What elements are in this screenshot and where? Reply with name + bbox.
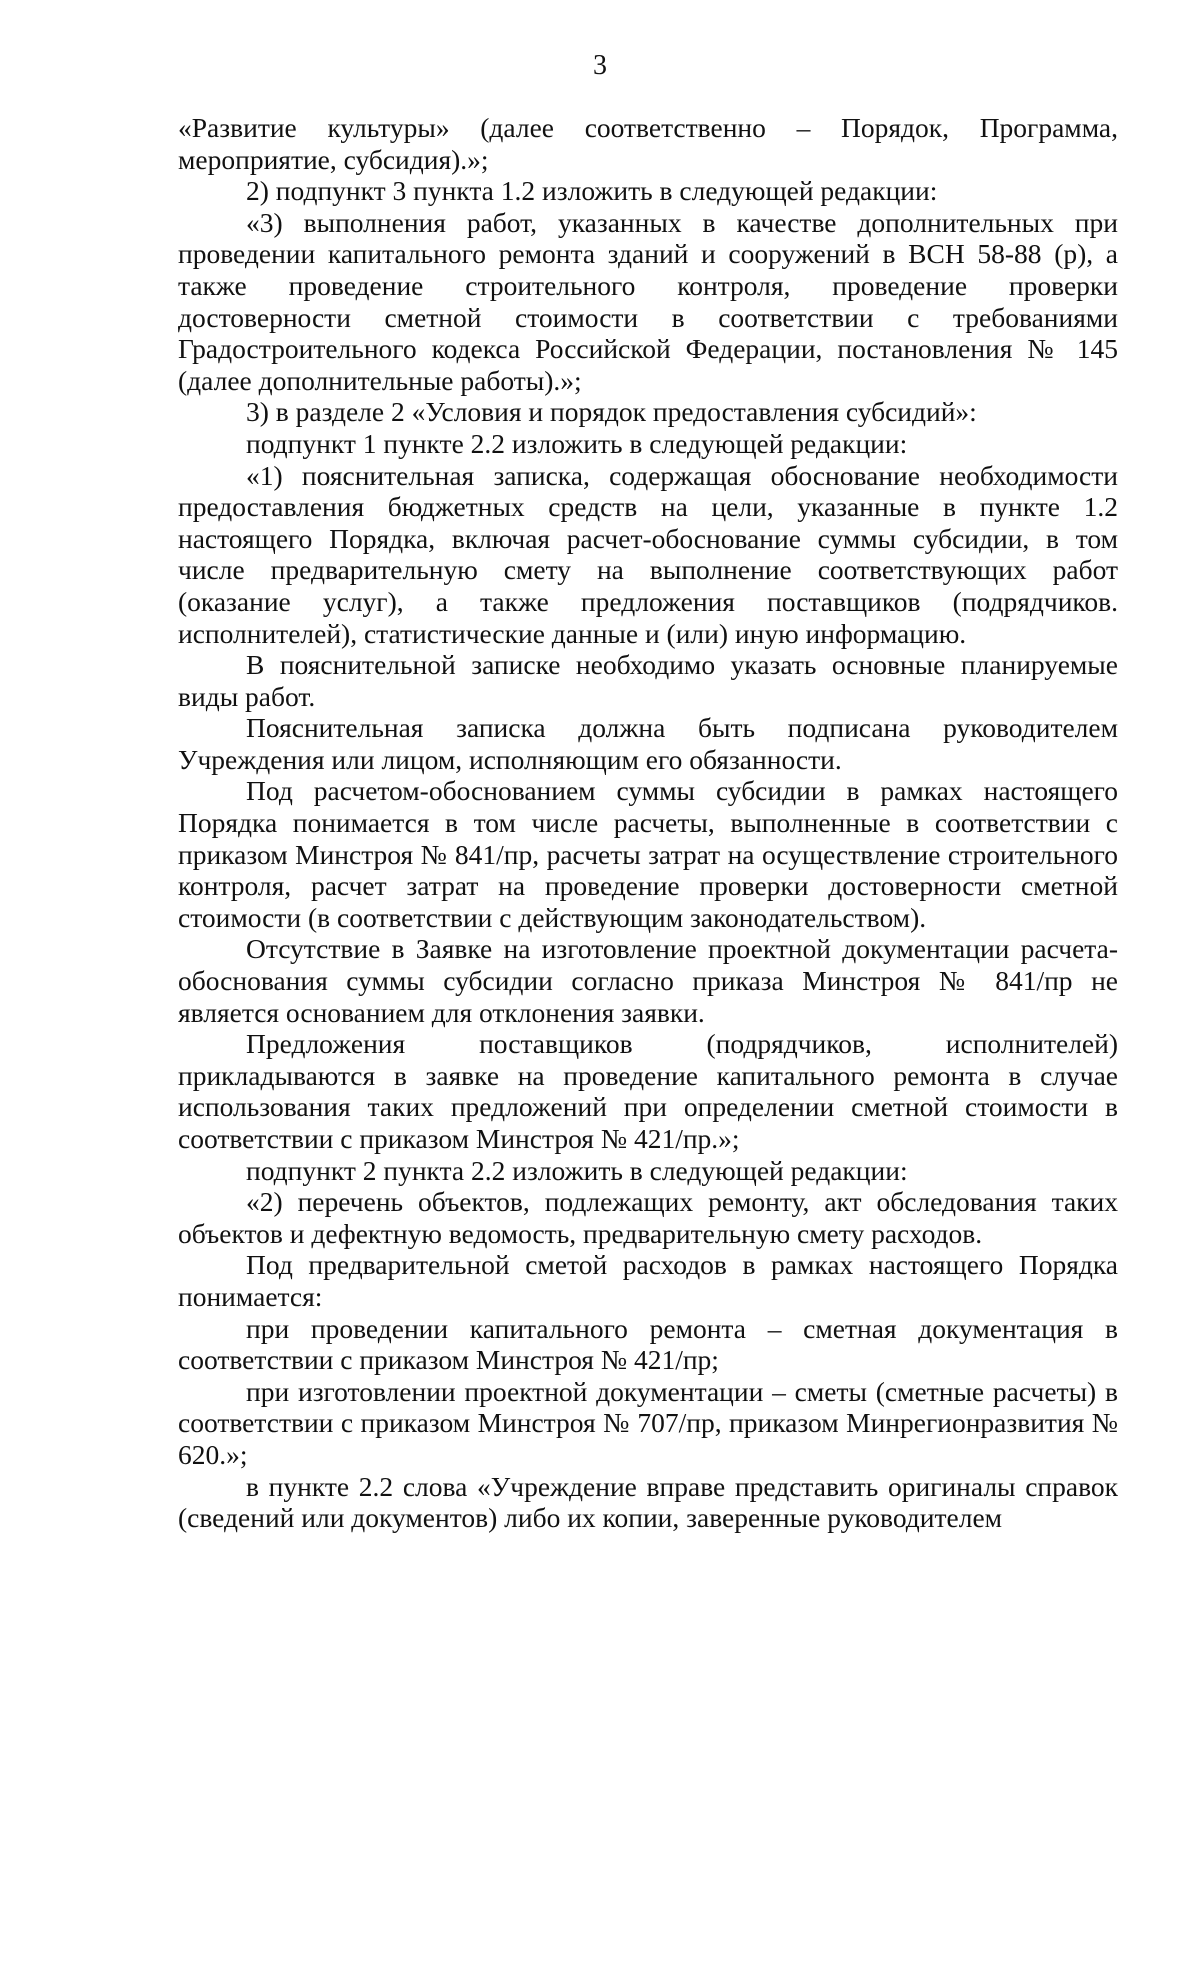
paragraph-7: В пояснительной записке необходимо указать основные планируемые виды работ. [178, 649, 1118, 712]
paragraph-12: подпункт 2 пункта 2.2 изложить в следующей редакции: [246, 1154, 908, 1186]
paragraph-13: «2) перечень объектов, подлежащих ремонту, акт обследования таких объектов и дефектную ведомость, предварительную смету расходов. [178, 1186, 1118, 1249]
paragraph-1: «Развитие культуры» (далее соответственно – Порядок, Программа, мероприятие, субсидия).»; [178, 112, 1118, 175]
paragraph-17: в пункте 2.2 слова «Учреждение вправе представить оригиналы справок (сведений или документов) либо их копии, заверенные руководителем [178, 1470, 1118, 1534]
paragraph-14: Под предварительной сметой расходов в рамках настоящего Порядка понимается: [178, 1249, 1118, 1312]
paragraph-6: «1) пояснительная записка, содержащая обоснование необходимости предоставления бюджетных средств на цели, указанные в пункте 1.2 настоящего Порядка, включая расчет-обоснование суммы субсидии, в том числе предварительную смету на выполнение соответствующих работ (оказание услуг), а также предложения поставщиков (подрядчиков. исполнителей), статистические данные и (или) иную информацию. [178, 459, 1118, 649]
paragraph-8: Пояснительная записка должна быть подписана руководителем Учреждения или лицом, исполняющим его обязанности. [178, 712, 1118, 775]
body-text [178, 112, 1118, 1534]
paragraph-11: Предложения поставщиков (подрядчиков, исполнителей) прикладываются в заявке на проведение капитального ремонта в случае использования таких предложений при определении сметной стоимости в соответствии с приказом Минстроя № 421/пр.»; [178, 1028, 1118, 1154]
paragraph-9: Под расчетом-обоснованием суммы субсидии в рамках настоящего Порядка понимается в том числе расчеты, выполненные в соответствии с приказом Минстроя № 841/пр, расчеты затрат на осуществление строительного контроля, расчет затрат на проведение проверки достоверности сметной стоимости (в соответствии с действующим законодательством). [178, 775, 1118, 933]
paragraph-4: 3) в разделе 2 «Условия и порядок предоставления субсидий»: [246, 396, 977, 428]
paragraph-2: 2) подпункт 3 пункта 1.2 изложить в следующей редакции: [246, 175, 938, 207]
paragraph-16: при изготовлении проектной документации – сметы (сметные расчеты) в соответствии с приказом Минстроя № 707/пр, приказом Минрегионразвития № 620.»; [178, 1375, 1118, 1470]
paragraph-5: подпункт 1 пункте 2.2 изложить в следующей редакции: [246, 427, 908, 459]
paragraph-15: при проведении капитального ремонта – сметная документация в соответствии с приказом Минстроя № 421/пр; [178, 1312, 1118, 1376]
paragraph-10: Отсутствие в Заявке на изготовление проектной документации расчета-обоснования суммы субсидии согласно приказа Минстроя № 841/пр не является основанием для отклонения заявки. [178, 933, 1118, 1028]
paragraph-3: «3) выполнения работ, указанных в качестве дополнительных при проведении капитального ремонта зданий и сооружений в ВСН 58-88 (р), а также проведение строительного контроля, проведение проверки достоверности сметной стоимости в соответствии с требованиями Градостроительного кодекса Российской Федерации, постановления № 145 (далее дополнительные работы).»; [178, 206, 1118, 396]
page-number: 3 [593, 50, 607, 81]
